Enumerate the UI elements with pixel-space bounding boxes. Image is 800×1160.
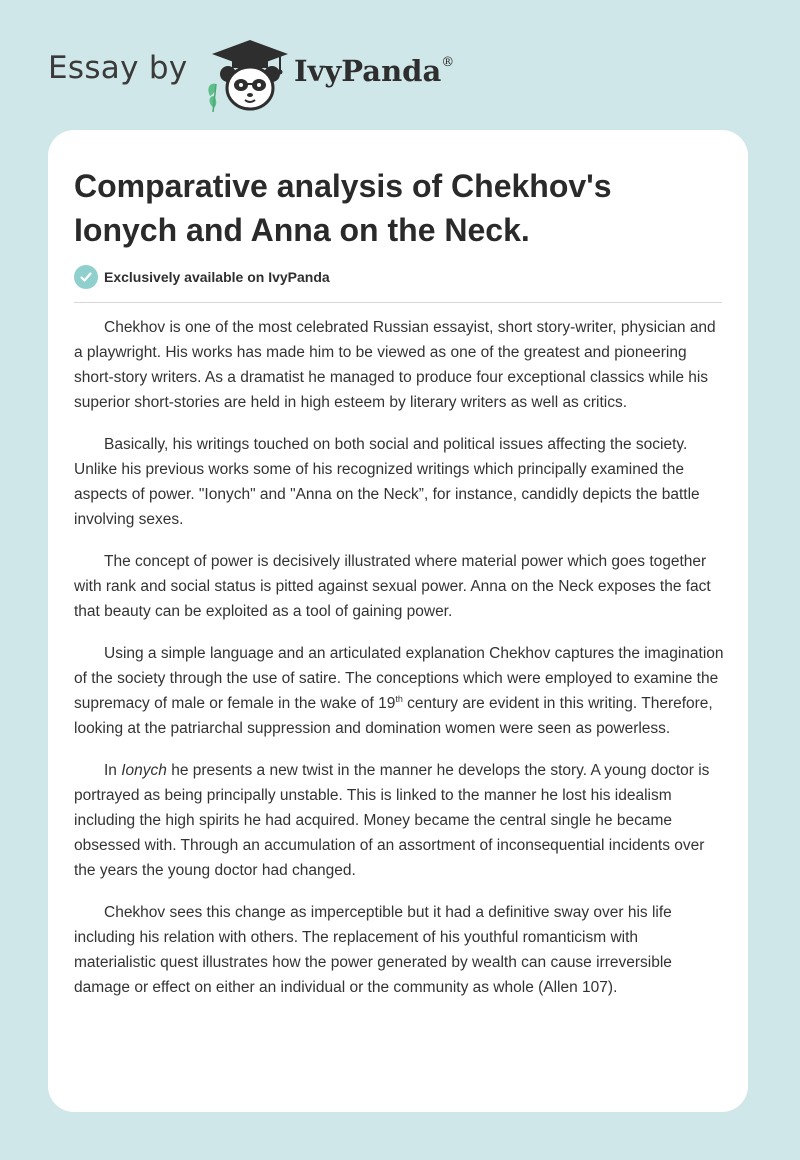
panda-graduate-icon	[204, 38, 290, 114]
superscript-th: th	[395, 693, 403, 704]
divider	[74, 302, 722, 303]
brand-prefix: Essay by	[48, 50, 188, 86]
check-icon	[74, 265, 98, 289]
paragraph-5: In Ionych he presents a new twist in the manner he develops the story. A young doctor is portrayed as being principally unstable. This is linked to the manner he lost his idealism including the high spirits he had acquired. Money became the central single he became obsessed with. Through an accumulation of an assortment of inconsequential incidents over the years the young doctor had changed.	[74, 762, 710, 879]
essay-title: Comparative analysis of Chekhov's Ionych and Anna on the Neck.	[74, 168, 612, 248]
brand-name: IvyPanda®	[294, 54, 455, 88]
paragraph-6: Chekhov sees this change as imperceptible but it had a definitive sway over his life including his relation with others. The replacement of his youthful romanticism with materialistic quest illustrates how the power generated by wealth can cause irreversible damage or effect on either an individual or the community as whole (Allen 107).	[74, 904, 672, 996]
paragraph-1: Chekhov is one of the most celebrated Russian essayist, short story-writer, physician and a playwright. His works has made him to be viewed as one of the greatest and pioneering short-story writers. As a dramatist he managed to produce four exceptional classics while his superior short-stories are held in high esteem by literary writers as well as critics.	[74, 319, 716, 411]
italic-ionych: Ionych	[121, 762, 167, 779]
registered-mark: ®	[441, 55, 455, 71]
paragraph-2: Basically, his writings touched on both social and political issues affecting the society. Unlike his previous works some of his recognized writings which principally examined the aspects of power. "Ionych" and "Anna on the Neck”, for instance, candidly depicts the battle involving sexes.	[74, 436, 700, 528]
paragraph-4: Using a simple language and an articulated explanation Chekhov captures the imagination of the society through the use of satire. The conceptions which were employed to examine the supremacy of male or female in the wake of 19th century are evident in this writing. Therefore, looking at the patriarchal suppression and domination women were seen as powerless.	[74, 645, 724, 737]
essay-body	[74, 315, 724, 1017]
exclusive-label: Exclusively available on IvyPanda	[104, 269, 330, 285]
essay-card	[48, 130, 748, 1112]
paragraph-3: The concept of power is decisively illustrated where material power which goes together with rank and social status is pitted against sexual power. Anna on the Neck exposes the fact that beauty can be exploited as a tool of gaining power.	[74, 553, 711, 620]
site-header	[48, 32, 508, 112]
exclusive-badge	[74, 263, 330, 291]
